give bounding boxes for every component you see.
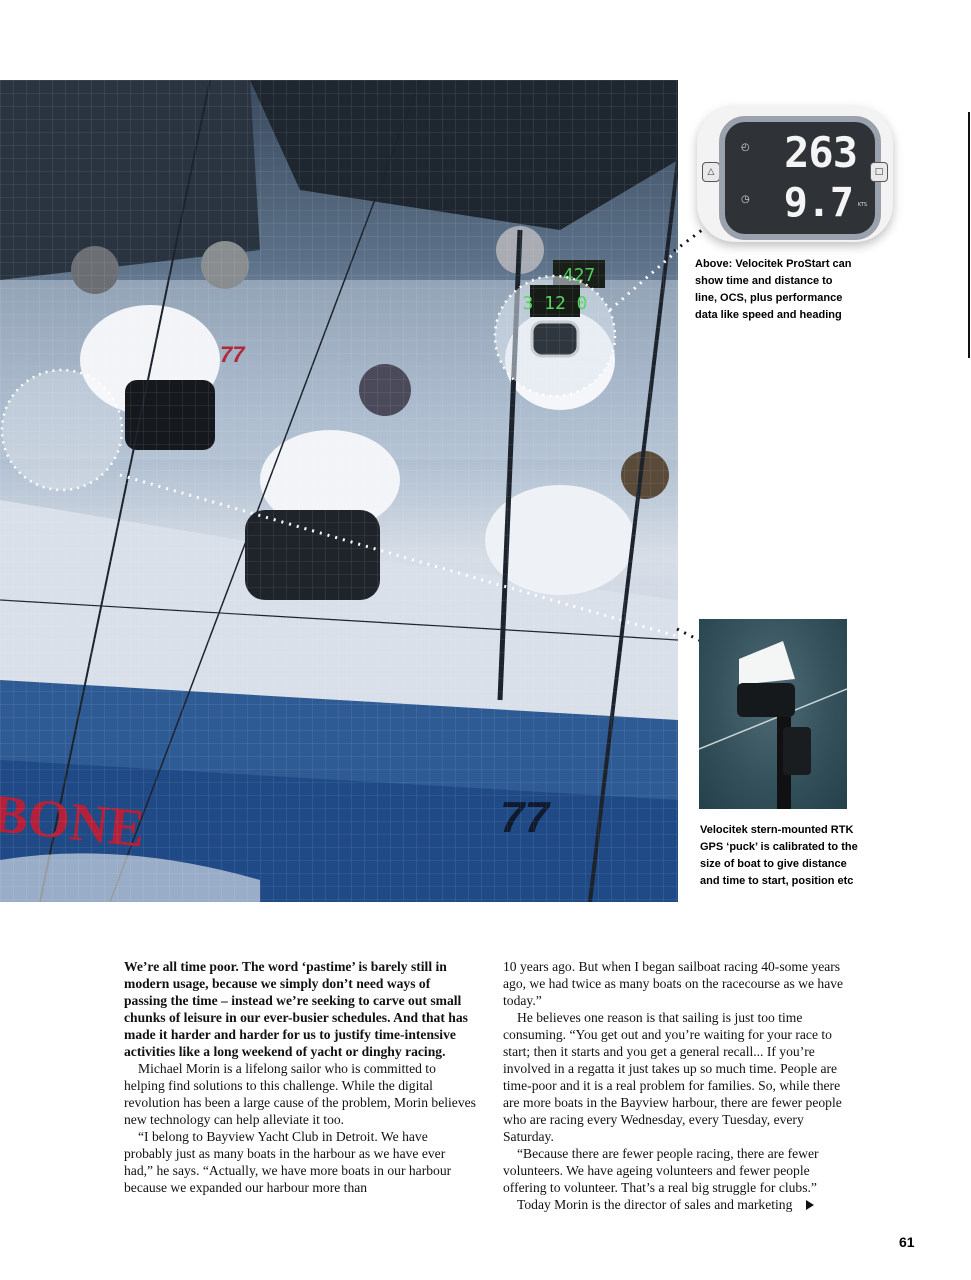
heading-value: 263 — [784, 128, 857, 177]
gps-puck-photo — [699, 619, 847, 809]
article-paragraph: 10 years ago. But when I began sailboat racing 40-some years ago, we had twice as many boats on the racecourse as we have today.” — [503, 959, 844, 1008]
article-paragraph: “Because there are fewer people racing, there are fewer volunteers. We have ageing volunteers and fewer people offering to volunteer. That’s a real big struggle for clubs.” — [503, 1146, 819, 1195]
article-paragraph: Michael Morin is a lifelong sailor who is committed to helping find solutions to this challenge. While the digital revolution has been a large cause of the problem, Morin believes new technology can help alleviate it too. — [124, 1061, 476, 1127]
prostart-device-photo — [697, 106, 893, 242]
square-icon: □ — [870, 162, 888, 182]
page-number: 61 — [899, 1234, 915, 1250]
article-lede: We’re all time poor. The word ‘pastime’ is barely still in modern usage, because we simply don’t need ways of passing the time – instead we’re seeking to carve out small chunks of leisure in our ever-busier schedules. And that has made it harder and harder for us to justify time-intensive activities like a long weekend of yacht or dinghy racing. — [124, 959, 468, 1059]
speed-value: 9.7 — [783, 180, 853, 226]
sailing-crew-illustration — [0, 80, 678, 902]
page-edge-rule — [968, 112, 970, 358]
prostart-screen — [719, 116, 881, 240]
article-last-line: Today Morin is the director of sales and marketing — [517, 1197, 793, 1212]
article-paragraph: He believes one reason is that sailing is just too time consuming. “You get out and you’re waiting for your race to start; then it starts and you get a general recall... If you’re involved in a regatta it just takes up so much time. People are time-poor and it is a real problem for families. So, while there are more boats in the Bayview harbour, there are fewer people who are racing every Wednesday, every Tuesday, every Saturday. — [503, 1010, 842, 1144]
puck-caption: Velocitek stern-mounted RTK GPS ‘puck’ is calibrated to the size of boat to give distance and time to start, position etc — [700, 824, 858, 887]
article-column-1 — [124, 958, 476, 1196]
hero-photo — [0, 80, 678, 902]
article-column-2 — [503, 958, 855, 1213]
article-paragraph: “I belong to Bayview Yacht Club in Detroit. We have probably just as many boats in the harbour as we have ever had,” he says. “Actually, we have more boats in our harbour because we expanded our harbour more than — [124, 1129, 452, 1195]
compass-icon: ◴ — [741, 142, 750, 153]
speed-icon: ◷ — [741, 194, 750, 205]
article-paragraph-last — [503, 1196, 855, 1213]
speed-unit: KTS — [857, 202, 867, 208]
continue-arrow-icon — [806, 1200, 814, 1210]
prostart-caption: Above: Velocitek ProStart can show time and distance to line, OCS, plus performance data like speed and heading — [695, 258, 852, 321]
triangle-icon: △ — [702, 162, 720, 182]
